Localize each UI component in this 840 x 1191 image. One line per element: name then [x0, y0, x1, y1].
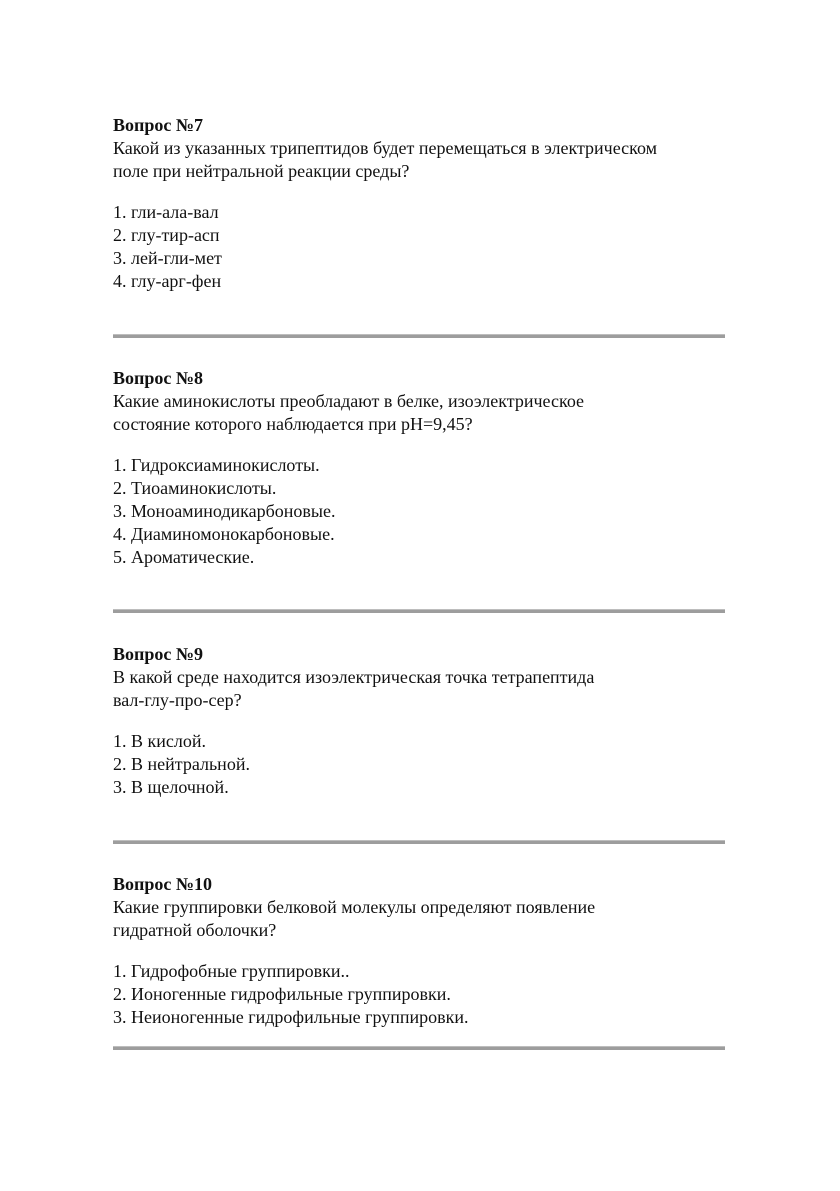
answer-list — [113, 201, 728, 293]
question-text: Какой из указанных трипептидов будет перемещаться в электрическом поле при нейтральной реакции среды? — [113, 138, 658, 181]
answer-option: 2. глу-тир-асп — [113, 225, 220, 245]
question-block-7 — [113, 114, 728, 293]
question-text: Какие аминокислоты преобладают в белке, изоэлектрическое состояние которого наблюдается при pH=9,45? — [113, 391, 585, 434]
answer-option: 3. Моноаминодикарбоновые. — [113, 501, 336, 521]
answer-option: 2. В нейтральной. — [113, 754, 250, 774]
answer-list — [113, 454, 728, 569]
answer-option: 1. В кислой. — [113, 731, 206, 751]
section-divider — [113, 609, 725, 613]
answer-option: 3. Неионогенные гидрофильные группировки. — [113, 1007, 469, 1027]
answer-option: 4. глу-арг-фен — [113, 271, 222, 291]
question-title: Вопрос №8 — [113, 368, 203, 388]
answer-option: 4. Диаминомонокарбоновые. — [113, 524, 335, 544]
question-block-9 — [113, 643, 728, 799]
answer-option: 1. Гидрофобные группировки.. — [113, 961, 350, 981]
answer-option: 1. гли-ала-вал — [113, 202, 219, 222]
question-title: Вопрос №10 — [113, 874, 212, 894]
answer-option: 1. Гидроксиаминокислоты. — [113, 455, 320, 475]
answer-option: 2. Тиоаминокислоты. — [113, 478, 277, 498]
question-title: Вопрос №9 — [113, 644, 203, 664]
question-block-8 — [113, 367, 728, 569]
answer-option: 3. В щелочной. — [113, 777, 229, 797]
answer-option: 3. лей-гли-мет — [113, 248, 222, 268]
question-text: Какие группировки белковой молекулы определяют появление гидратной оболочки? — [113, 897, 596, 940]
question-text: В какой среде находится изоэлектрическая точка тетрапептида вал-глу-про-сер? — [113, 667, 595, 710]
answer-list — [113, 960, 728, 1029]
question-title: Вопрос №7 — [113, 115, 203, 135]
question-block-10 — [113, 873, 728, 1029]
answer-list — [113, 730, 728, 799]
section-divider — [113, 1046, 725, 1050]
section-divider — [113, 334, 725, 338]
answer-option: 2. Ионогенные гидрофильные группировки. — [113, 984, 451, 1004]
section-divider — [113, 840, 725, 844]
answer-option: 5. Ароматические. — [113, 547, 255, 567]
